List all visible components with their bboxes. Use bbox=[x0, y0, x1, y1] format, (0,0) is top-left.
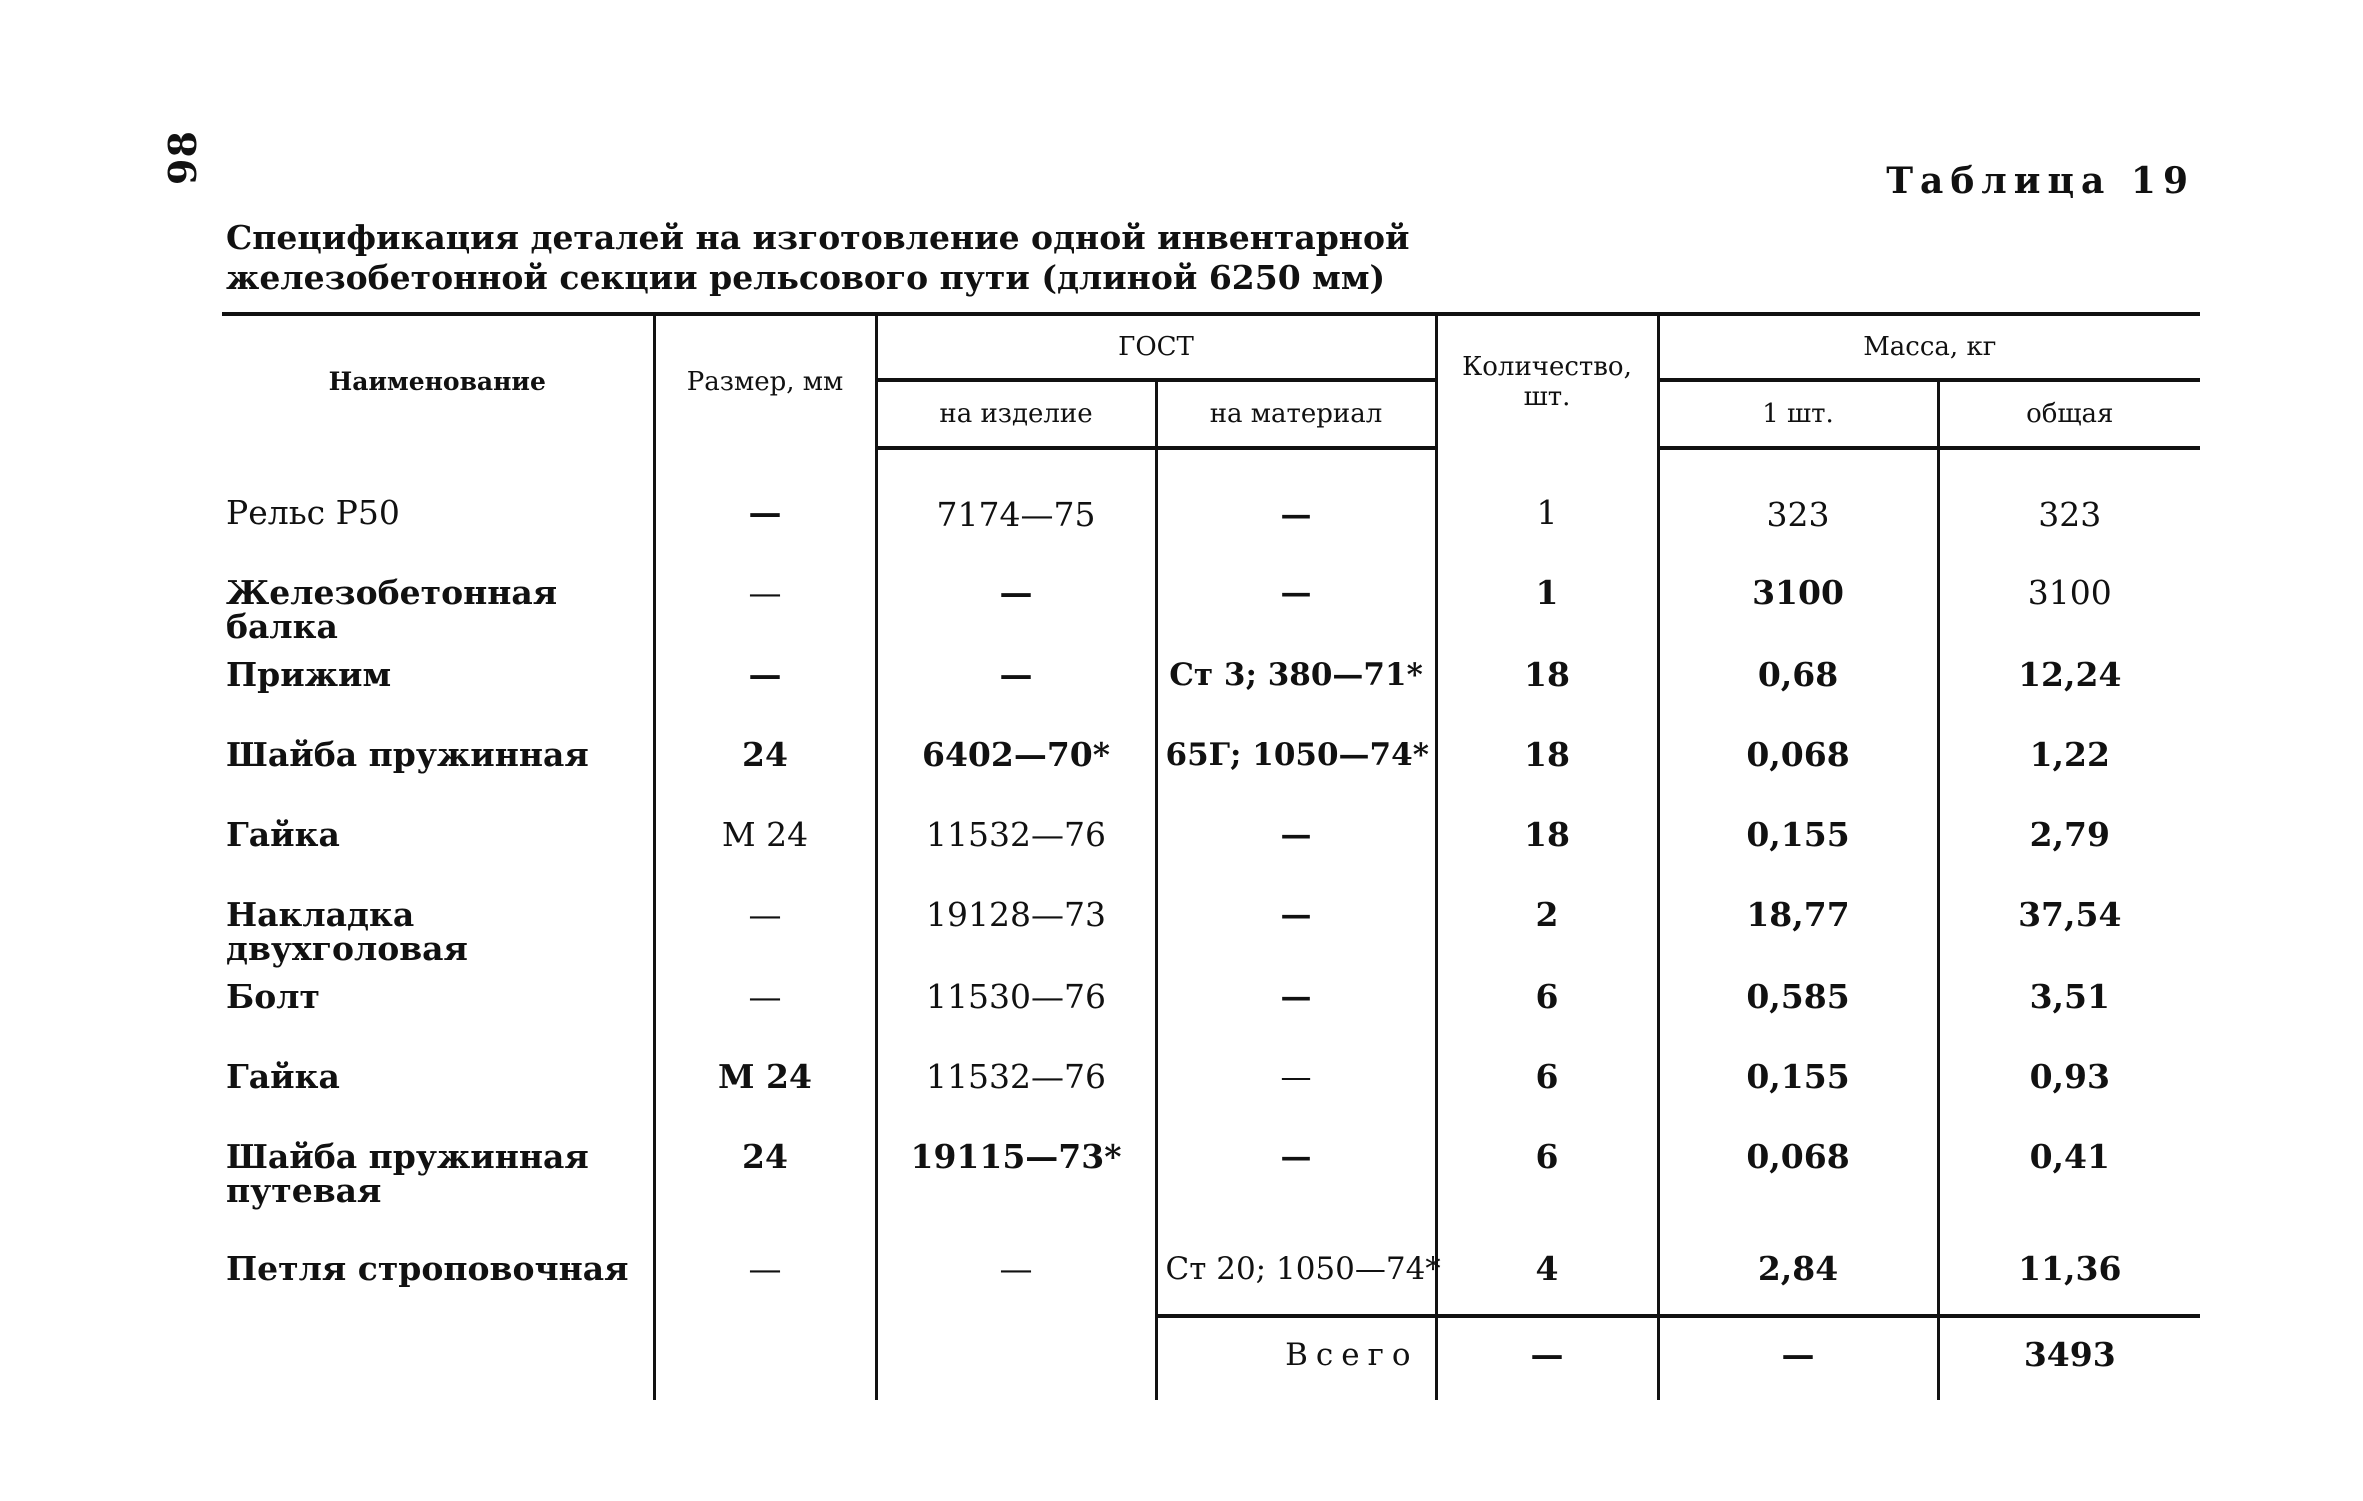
table-row bbox=[222, 562, 2200, 644]
cell-mass-total: 0,41 bbox=[1938, 1126, 2200, 1238]
cell-quantity: 18 bbox=[1436, 724, 1658, 804]
table-row bbox=[222, 644, 2200, 724]
cell-gost-product: 11530—76 bbox=[876, 966, 1156, 1046]
cell-mass-total: 3100 bbox=[1938, 562, 2200, 644]
cell-mass-unit: 0,585 bbox=[1658, 966, 1938, 1046]
header-mass-unit: 1 шт. bbox=[1658, 380, 1938, 448]
cell-mass-unit: 2,84 bbox=[1658, 1238, 1938, 1316]
table-row bbox=[222, 966, 2200, 1046]
cell-mass-unit: 323 bbox=[1658, 448, 1938, 562]
cell-mass-unit: 0,155 bbox=[1658, 804, 1938, 884]
cell-size: — bbox=[654, 644, 876, 724]
page-number: 98 bbox=[160, 130, 205, 185]
cell-quantity: 6 bbox=[1436, 1126, 1658, 1238]
cell-size: М 24 bbox=[654, 1046, 876, 1126]
cell-mass-unit: 0,68 bbox=[1658, 644, 1938, 724]
cell-empty bbox=[876, 1316, 1156, 1400]
cell-gost-material: Ст 20; 1050—74* bbox=[1156, 1238, 1436, 1316]
cell-mass-unit: 0,068 bbox=[1658, 1126, 1938, 1238]
cell-quantity: 1 bbox=[1436, 448, 1658, 562]
cell-mass-total: 323 bbox=[1938, 448, 2200, 562]
table-body bbox=[222, 448, 2200, 1400]
cell-gost-material: — bbox=[1156, 1126, 1436, 1238]
header-gost: ГОСТ bbox=[876, 314, 1436, 380]
cell-mass-unit: 0,068 bbox=[1658, 724, 1938, 804]
total-row bbox=[222, 1316, 2200, 1400]
table-header bbox=[222, 314, 2200, 448]
title-line-2: железобетонной секции рельсового пути (длиной 6250 мм) bbox=[226, 258, 1386, 297]
cell-gost-material: — bbox=[1156, 562, 1436, 644]
cell-gost-material: — bbox=[1156, 884, 1436, 966]
cell-mass-total: 1,22 bbox=[1938, 724, 2200, 804]
cell-name: Петля строповочная bbox=[226, 1249, 629, 1288]
header-mass-total: общая bbox=[1938, 380, 2200, 448]
cell-size: М 24 bbox=[654, 804, 876, 884]
header-gost-material: на материал bbox=[1156, 380, 1436, 448]
header-quantity: Количество, шт. bbox=[1436, 314, 1658, 448]
cell-size: 24 bbox=[654, 1126, 876, 1238]
cell-mass-total: 0,93 bbox=[1938, 1046, 2200, 1126]
specification-table bbox=[222, 312, 2200, 1400]
cell-gost-material: — bbox=[1156, 448, 1436, 562]
document-title bbox=[226, 218, 1426, 298]
table-row bbox=[222, 804, 2200, 884]
cell-size: — bbox=[654, 966, 876, 1046]
cell-mass-unit: 3100 bbox=[1658, 562, 1938, 644]
cell-gost-product: 7174—75 bbox=[876, 448, 1156, 562]
cell-name: Шайба пружинная путевая bbox=[226, 1137, 589, 1210]
cell-gost-product: — bbox=[876, 644, 1156, 724]
cell-mass-total: 37,54 bbox=[1938, 884, 2200, 966]
cell-size: — bbox=[654, 884, 876, 966]
cell-quantity: 2 bbox=[1436, 884, 1658, 966]
table-row bbox=[222, 1046, 2200, 1126]
cell-gost-material: — bbox=[1156, 804, 1436, 884]
cell-name: Гайка bbox=[226, 815, 340, 854]
cell-name: Прижим bbox=[226, 655, 392, 694]
title-line-1: Спецификация деталей на изготовление одной инвентарной bbox=[226, 218, 1410, 257]
table-row bbox=[222, 884, 2200, 966]
cell-gost-product: 19115—73* bbox=[876, 1126, 1156, 1238]
cell-name: Накладка двухголовая bbox=[226, 895, 468, 968]
cell-size: — bbox=[654, 448, 876, 562]
cell-mass-total: 11,36 bbox=[1938, 1238, 2200, 1316]
table-row bbox=[222, 448, 2200, 562]
cell-gost-product: — bbox=[876, 1238, 1156, 1316]
table-label: Таблица 19 bbox=[1886, 160, 2195, 202]
cell-gost-material: Ст 3; 380—71* bbox=[1156, 644, 1436, 724]
header-mass: Масса, кг bbox=[1658, 314, 2200, 380]
cell-gost-product: 11532—76 bbox=[876, 1046, 1156, 1126]
total-mass: 3493 bbox=[1938, 1316, 2200, 1400]
cell-quantity: 6 bbox=[1436, 1046, 1658, 1126]
cell-quantity: 18 bbox=[1436, 644, 1658, 724]
cell-name: Железобетонная балка bbox=[226, 573, 558, 646]
cell-name: Шайба пружинная bbox=[226, 735, 589, 774]
cell-quantity: 18 bbox=[1436, 804, 1658, 884]
cell-gost-product: — bbox=[876, 562, 1156, 644]
header-gost-product: на изделие bbox=[876, 380, 1156, 448]
cell-quantity: 1 bbox=[1436, 562, 1658, 644]
total-label: Всего bbox=[1156, 1316, 1436, 1400]
cell-empty bbox=[654, 1316, 876, 1400]
cell-name: Гайка bbox=[226, 1057, 340, 1096]
cell-mass-unit: 0,155 bbox=[1658, 1046, 1938, 1126]
table-row bbox=[222, 1126, 2200, 1238]
cell-mass-total: 3,51 bbox=[1938, 966, 2200, 1046]
cell-mass-total: 12,24 bbox=[1938, 644, 2200, 724]
total-mass-unit: — bbox=[1658, 1316, 1938, 1400]
cell-gost-material: 65Г; 1050—74* bbox=[1156, 724, 1436, 804]
table-row bbox=[222, 724, 2200, 804]
cell-quantity: 4 bbox=[1436, 1238, 1658, 1316]
cell-mass-total: 2,79 bbox=[1938, 804, 2200, 884]
table-row bbox=[222, 1238, 2200, 1316]
cell-size: — bbox=[654, 1238, 876, 1316]
cell-gost-material: — bbox=[1156, 1046, 1436, 1126]
cell-gost-product: 6402—70* bbox=[876, 724, 1156, 804]
cell-name: Рельс Р50 bbox=[226, 493, 400, 532]
cell-empty bbox=[222, 1316, 654, 1400]
cell-quantity: 6 bbox=[1436, 966, 1658, 1046]
cell-size: — bbox=[654, 562, 876, 644]
total-quantity: — bbox=[1436, 1316, 1658, 1400]
cell-gost-material: — bbox=[1156, 966, 1436, 1046]
header-size: Размер, мм bbox=[654, 314, 876, 448]
cell-size: 24 bbox=[654, 724, 876, 804]
cell-name: Болт bbox=[226, 977, 320, 1016]
header-name: Наименование bbox=[222, 314, 654, 448]
cell-gost-product: 11532—76 bbox=[876, 804, 1156, 884]
cell-gost-product: 19128—73 bbox=[876, 884, 1156, 966]
cell-mass-unit: 18,77 bbox=[1658, 884, 1938, 966]
